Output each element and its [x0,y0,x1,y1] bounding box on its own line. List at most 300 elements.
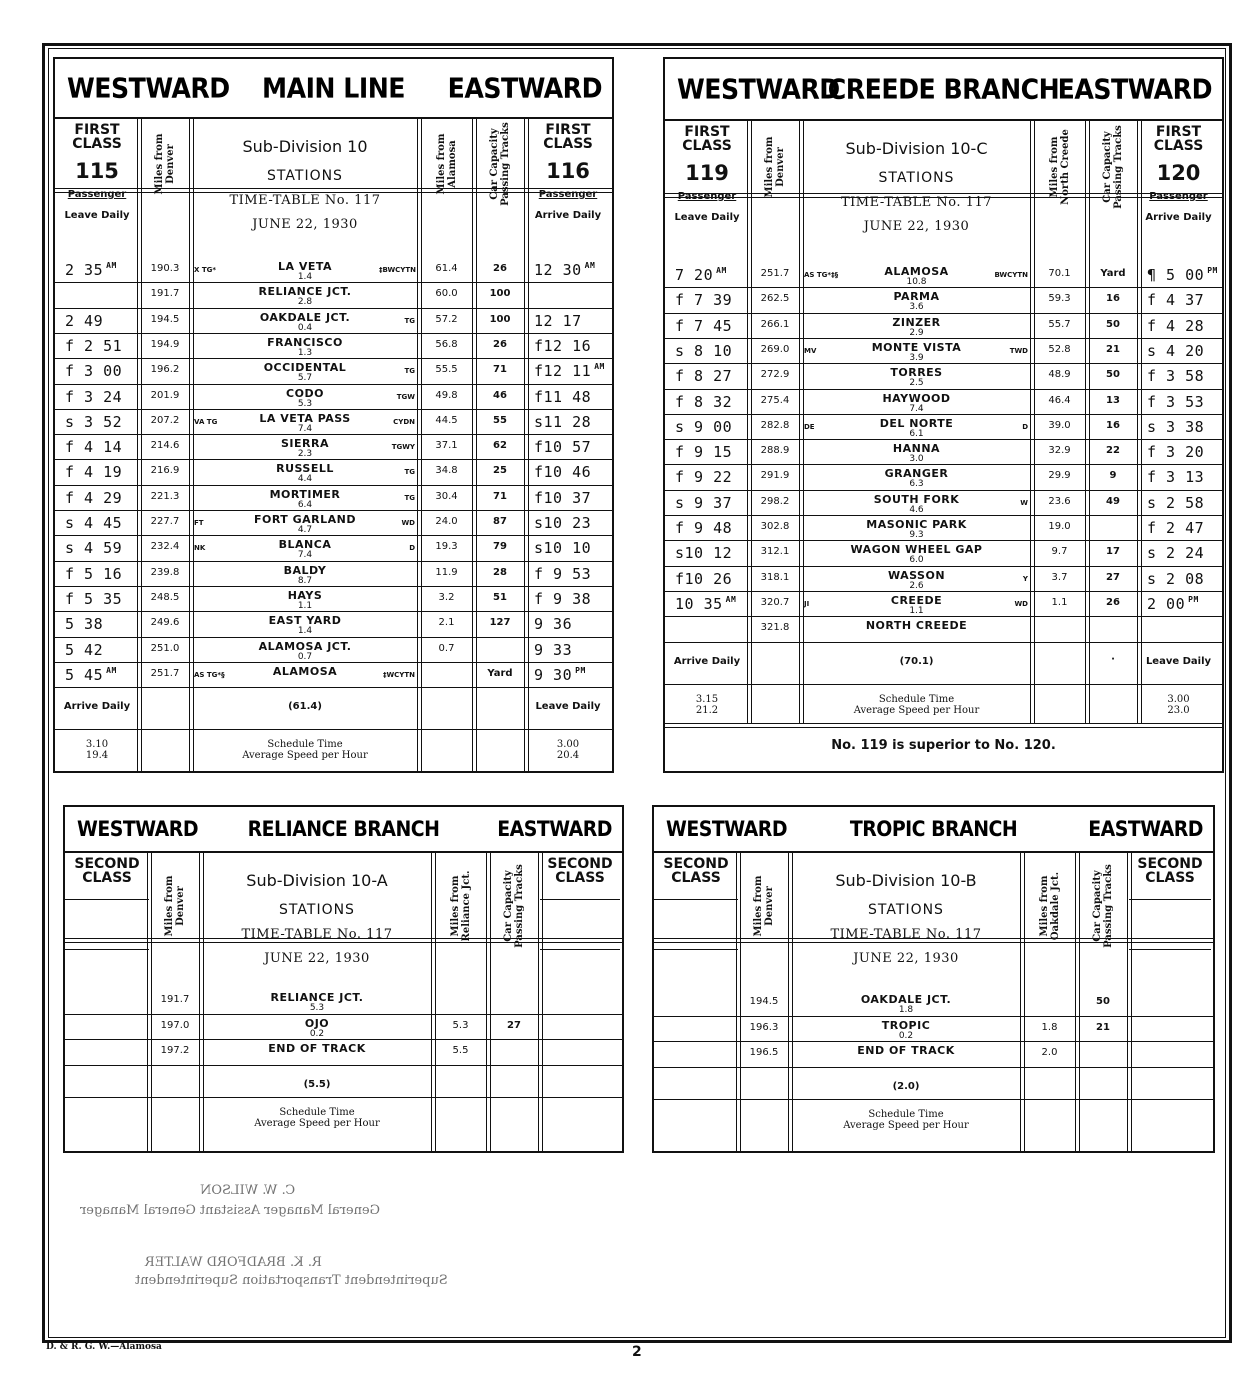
right-class-label: FIRST CLASS [543,122,593,152]
station-distance: 4.7 [297,525,313,535]
station-prefix-code: JI [804,599,810,608]
miles-from-denver: 232.4 [150,541,180,553]
left-class-header [55,123,139,221]
westward-time-value: 7 20 [675,266,714,284]
miles-from-denver: 196.2 [150,364,180,376]
column-divider [538,851,543,1151]
miles-from-denver: 320.7 [760,596,790,608]
station-distance: 10.8 [906,277,927,287]
westward-time-value: s 4 45 [65,514,123,532]
row-rule [55,561,612,562]
row-rule [55,662,612,663]
miles-from-denver: 196.3 [749,1021,779,1033]
miles-from-denver: 291.9 [760,470,790,482]
car-capacity: 26 [1106,596,1120,608]
left-class-label: FIRST CLASS [682,124,732,154]
westward-time [675,570,735,588]
westward-time [65,539,125,557]
miles-from-denver: 227.7 [150,516,180,527]
car-capacity: 55 [493,414,507,426]
car-capacity: 71 [493,490,507,502]
stations-label: STATIONS [279,902,355,918]
eastward-time [1147,418,1207,436]
westward-time [675,393,735,411]
station-name: DEL NORTE [879,416,954,430]
station-distance: 0.7 [297,651,313,662]
miles-from-denver: 221.3 [150,490,180,502]
stations-header [790,871,1022,966]
station-name: WASSON [887,568,946,582]
miles-from-b: 3.2 [438,591,455,603]
eastward-time-value: s 2 24 [1147,544,1205,563]
station-distance: 9.3 [909,530,924,540]
row-rule [665,414,1222,415]
row-rule [665,642,1222,643]
eastward-time [534,388,594,406]
station-name: GRANGER [884,467,949,481]
miles-from-b: 5.3 [452,1019,469,1031]
miles-from-b: 44.5 [435,414,458,426]
miles-from-b: 1.8 [1041,1021,1058,1033]
car-capacity: 27 [507,1019,521,1031]
panel-title: RELIANCE BRANCH [247,817,440,841]
miles-from-denver: 288.9 [760,445,790,457]
station-name: OCCIDENTAL [263,361,347,375]
right-class-label: SECOND CLASS [547,856,613,886]
car-capacity: 26 [493,263,507,274]
westward-time [65,590,125,608]
row-rule [55,333,612,334]
eastward-ampm: AM [584,261,596,270]
car-capacity-header: Car Capacity Passing Tracks [1092,863,1114,948]
row-rule [665,389,1222,390]
westward-time-value: f 3 00 [65,362,123,381]
total-miles: (5.5) [303,1078,331,1090]
eastward-time-value: f12 11 [534,362,592,381]
eastward-time [1147,266,1218,284]
car-capacity: 25 [493,465,507,477]
westward-time [65,261,117,279]
westward-time-value: s10 12 [675,544,733,563]
westward-time-value: s 4 59 [65,539,123,558]
station-suffix-code: BWCYTN [994,271,1028,279]
westward-time-value: s 3 52 [65,412,123,431]
miles-from-denver: 272.9 [760,369,790,381]
station-name: RELIANCE JCT. [270,991,364,1004]
row-rule [55,687,612,688]
panel-title-bar [665,59,1222,121]
miles-from-denver: 302.8 [760,521,790,532]
car-capacity: 79 [493,541,507,553]
row-rule [55,459,612,460]
eastward-time-value: f 9 38 [534,589,592,608]
miles-from-denver: 194.9 [150,338,180,350]
right-train-type: Passenger [538,189,598,200]
footer-rule [665,684,1222,685]
row-rule [665,338,1222,339]
row-rule [665,540,1222,541]
station-suffix-code: TGWY [391,443,415,452]
miles-from-denver: 207.2 [150,414,180,426]
eastward-time-value: f10 57 [534,438,592,457]
schedule-time-label: Schedule Time Average Speed per Hour [242,739,368,762]
row-rule [665,313,1222,314]
header-divider [665,193,1222,198]
westward-time-value: f 5 16 [65,564,123,583]
class-column-rule [1129,949,1211,950]
right-daily-label: Arrive Daily [1145,212,1212,223]
station-name: BLANCA [278,538,332,552]
miles-from-b: 19.0 [1048,521,1071,532]
car-capacity: Yard [1100,268,1126,279]
miles-from-denver: 190.3 [150,263,180,274]
schedule-left-values: 3.10 19.4 [85,739,109,762]
car-capacity: 46 [493,389,507,401]
row-rule [55,358,612,359]
panel-title-bar [654,807,1213,853]
station-prefix-code: VA TG [194,417,218,426]
station-distance: 0.2 [309,1028,325,1039]
station-name: TORRES [890,366,943,380]
eastward-time [534,565,594,583]
eastward-time-value: s11 28 [534,412,592,431]
miles-from-b: 2.1 [438,617,455,629]
eastward-time-value: 12 30 [534,261,582,279]
timetable-number: TIME-TABLE No. 117 [841,195,992,210]
miles-from-denver: 248.5 [150,591,180,603]
eastward-time [1147,544,1207,562]
station-distance: 1.8 [898,1005,914,1015]
station-name: HAYWOOD [882,391,951,405]
westward-time [65,463,125,481]
station-name: CREEDE [890,593,943,607]
car-capacity: 22 [1106,445,1120,457]
station-suffix-code: TG [404,316,415,325]
station-name: RELIANCE JCT. [258,285,352,299]
station-distance: 2.9 [909,327,924,338]
miles-from-b: 5.5 [452,1045,469,1056]
left-train-number: 119 [685,161,729,185]
miles-from-denver: 201.9 [150,389,180,401]
station-name: ALAMOSA JCT. [258,639,352,653]
timetable-number: TIME-TABLE No. 117 [241,927,393,942]
car-capacity-header: Car Capacity Passing Tracks [1102,125,1124,209]
station-name: CODO [286,386,324,400]
eastward-label: EASTWARD [447,71,602,105]
miles-from-denver: 197.0 [160,1019,190,1031]
station-suffix-code: TWD [1009,346,1028,355]
station-name: ALAMOSA [272,664,338,678]
schedule-right-values: 3.00 20.4 [556,739,580,762]
station-distance: 5.7 [297,373,313,384]
westward-time-value: f 7 39 [675,291,733,310]
row-rule [665,439,1222,440]
miles-from-denver-header: Miles from Denver [164,875,186,936]
row-rule [55,510,612,511]
westward-time-value: f 4 19 [65,463,123,482]
eastward-ampm: AM [594,362,605,372]
stations-header [801,139,1032,234]
miles-from-b: 60.0 [435,288,458,300]
eastward-label: EASTWARD [1057,72,1212,106]
panel-title: MAIN LINE [262,71,405,105]
station-name: FORT GARLAND [253,513,357,526]
eastward-time [534,286,537,304]
miles-from-b: 3.7 [1051,571,1068,583]
sub-division-label: Sub-Division 10-C [845,139,988,158]
station-suffix-code: W [1020,498,1028,507]
westward-time-value: 5 42 [65,640,104,659]
car-capacity: 71 [493,364,507,376]
eastward-time [534,641,575,659]
eastward-time [534,312,585,330]
miles-from-b: 24.0 [435,516,458,527]
car-capacity: 87 [493,516,507,527]
miles-from-denver: 266.1 [760,318,790,330]
car-capacity: 50 [1096,996,1110,1007]
railroad-footer: D. & R. G. W.—Alamosa [46,1342,162,1352]
station-distance: 3.9 [909,352,924,363]
eastward-time [1147,620,1150,638]
car-capacity: 16 [1106,293,1120,305]
eastward-time [1147,291,1207,309]
station-name: END OF TRACK [268,1042,366,1055]
class-column-rule [540,899,620,900]
westward-time [65,489,125,507]
class-column-rule [654,899,738,900]
eastward-time-value: s10 23 [534,514,592,532]
superiority-note: No. 119 is superior to No. 120. [831,738,1056,753]
miles-from-b: 9.7 [1051,546,1068,558]
station-name: LA VETA PASS [259,411,351,425]
eastward-time-value: f10 46 [534,463,592,482]
row-rule [665,490,1222,491]
westward-time [675,468,735,486]
miles-from-denver: 249.6 [150,617,180,629]
header-divider [65,938,622,943]
station-suffix-code: ‡WCYTN [382,670,415,679]
schedule-time-label: Schedule Time Average Speed per Hour [843,1108,969,1131]
station-name: TROPIC [881,1018,931,1032]
row-rule [55,409,612,410]
westward-time [65,337,125,355]
station-name: ZINZER [892,315,941,329]
eastward-time [1147,443,1207,461]
miles-from-b: 55.5 [435,364,458,376]
row-rule [55,384,612,385]
panel-title-bar [65,807,622,853]
westward-time-value: f 8 32 [675,392,733,411]
car-capacity: 9 [1109,470,1117,482]
station-suffix-code: WD [1014,599,1028,608]
station-name: WAGON WHEEL GAP [850,543,983,557]
station-name: LA VETA [277,260,333,273]
station-prefix-code: AS TG*‡§ [804,271,839,279]
eastward-time-value: f 3 13 [1147,468,1205,487]
westward-label: WESTWARD [677,72,840,106]
station-name: MONTE VISTA [871,340,962,354]
miles-from-denver-header: Miles from Denver [753,875,775,936]
station-suffix-code: D [409,544,415,553]
miles-from-denver: 269.0 [760,343,790,355]
station-name: END OF TRACK [857,1044,955,1057]
westward-time-value: f10 26 [675,569,733,588]
eastward-time [534,337,594,355]
westward-time [675,342,735,360]
westward-time-value: f 9 48 [675,519,733,537]
column-divider [486,851,491,1151]
westward-time [65,362,125,380]
eastward-time [1147,468,1207,486]
car-capacity: 49 [1106,495,1120,507]
row-rule [65,1014,622,1015]
station-distance: 1.1 [297,600,313,611]
miles-from-denver: 191.7 [160,994,190,1005]
station-name: BALDY [283,563,327,577]
right-train-number: 116 [546,159,590,183]
row-rule [665,591,1222,592]
westward-time [675,620,678,638]
eastward-time-value: 2 00 [1147,594,1186,613]
station-distance: 2.5 [909,378,924,389]
stations-label: STATIONS [878,170,955,186]
eastward-time-value: 9 36 [534,615,573,634]
miles-from-b: 48.9 [1048,369,1071,381]
car-capacity: 62 [493,440,507,452]
eastward-time-value: s 4 20 [1147,341,1205,360]
westward-time-value: f 5 35 [65,589,123,608]
row-rule [55,308,612,309]
right-class-label: SECOND CLASS [1137,856,1203,886]
station-prefix-code: FT [194,519,204,527]
sub-division-label: Sub-Division 10-B [835,871,977,890]
right-class-header [1129,857,1211,885]
class-column-rule [540,949,620,950]
miles-from-b: 39.0 [1048,419,1071,431]
row-rule [654,1041,1213,1042]
westward-time [65,286,68,304]
station-suffix-code: TGW [396,392,415,401]
station-name: FRANCISCO [267,335,343,349]
car-capacity: 100 [489,313,511,325]
left-class-header [654,857,738,885]
westward-time-value: s 9 00 [675,417,733,436]
westward-time-value: f 9 15 [675,443,733,462]
station-name: OJO [304,1016,330,1030]
miles-from-denver: 194.5 [150,313,180,325]
station-name: ALAMOSA [884,265,949,278]
eastward-time [534,590,594,608]
timetable-number: TIME-TABLE No. 117 [229,193,381,208]
left-class-label: FIRST CLASS [72,122,122,152]
schedule-time-label: Schedule Time Average Speed per Hour [254,1106,380,1129]
car-capacity-header: Car Capacity Passing Tracks [503,863,525,948]
eastward-time [1147,494,1207,512]
right-daily-label: Arrive Daily [534,210,602,221]
miles-from-b: 49.8 [435,389,458,401]
left-class-label: SECOND CLASS [663,856,729,886]
schedule-time-label: Schedule Time Average Speed per Hour [853,693,980,716]
westward-ampm: AM [106,261,117,270]
station-name: PARMA [893,290,940,304]
eastward-time [534,615,575,633]
westward-time [675,443,735,461]
westward-time [65,312,106,330]
station-distance: 8.7 [297,575,313,586]
westward-time-value: f 8 27 [675,367,733,386]
station-suffix-code: D [1022,422,1028,431]
westward-time [65,641,106,659]
eastward-time [1147,519,1207,537]
eastward-time [534,489,594,507]
station-distance: 5.3 [309,1003,325,1013]
eastward-time-value: 9 30 [534,665,573,684]
stations-header [201,871,433,966]
westward-time-value: 10 35 [675,594,723,613]
station-distance: 3.0 [909,454,924,465]
miles-from-b: 55.7 [1048,318,1071,330]
station-distance: 0.4 [297,322,313,333]
header-divider [55,188,612,193]
miles-from-b-header: Miles from Reliance Jct. [449,870,472,941]
miles-from-denver-header: Miles from Denver [154,133,176,194]
timetable-number: TIME-TABLE No. 117 [830,927,982,942]
eastward-ampm: PM [1207,266,1218,275]
car-capacity: 100 [489,288,511,300]
station-name: MORTIMER [269,487,341,501]
miles-from-b: 56.8 [435,338,458,350]
westward-time-value: f 2 51 [65,336,123,355]
station-suffix-code: TG [404,468,415,477]
right-class-header [526,123,610,221]
eastward-label: EASTWARD [497,817,612,841]
row-rule [665,287,1222,288]
station-name: OAKDALE JCT. [860,993,952,1006]
station-distance: 5.3 [297,398,313,409]
car-capacity: 21 [1096,1021,1110,1033]
station-name: MASONIC PARK [866,518,967,531]
left-train-number: 115 [75,159,119,183]
row-rule [55,586,612,587]
left-class-label: SECOND CLASS [74,856,140,886]
car-capacity: 13 [1106,394,1120,406]
eastward-time-value: f 3 53 [1147,392,1205,411]
right-class-label: FIRST CLASS [1153,124,1204,154]
show-through-text-1: C. W. WILSON [200,1183,296,1198]
eastward-time [534,539,594,557]
westward-time [675,291,735,309]
header-divider [654,938,1213,943]
station-suffix-code: ‡BWCYTN [379,266,417,274]
miles-from-denver: 196.5 [749,1047,779,1058]
miles-from-b-header: Miles from Alamosa [435,133,458,194]
westward-time-value: f 9 22 [675,468,733,487]
row-rule [55,282,612,283]
station-distance: 1.1 [909,605,924,616]
car-capacity: 16 [1106,419,1120,431]
timetable-date: JUNE 22, 1930 [264,951,370,966]
class-column-rule [65,949,149,950]
westward-time [675,519,735,537]
westward-time [65,615,106,633]
miles-from-b: 37.1 [435,440,458,452]
total-miles: (2.0) [892,1080,920,1092]
left-daily-label: Leave Daily [64,210,130,221]
timetable-date: JUNE 22, 1930 [853,951,959,966]
miles-from-b: 32.9 [1048,445,1071,457]
eastward-time-value: ¶ 5 00 [1147,266,1205,284]
eastward-time [1147,342,1207,360]
